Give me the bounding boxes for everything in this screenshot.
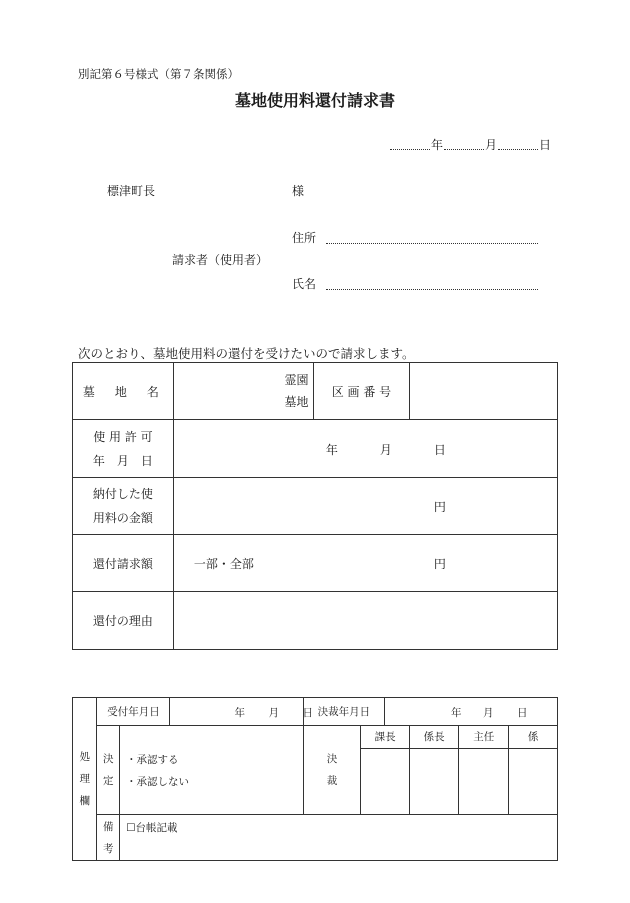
stamp-shunin[interactable] <box>459 748 509 814</box>
stamp-kakaricho[interactable] <box>410 748 459 814</box>
cemetery-type-bochi: 墓地 <box>284 395 309 409</box>
requester-label: 請求者（使用者） <box>172 253 269 267</box>
decision-date-label: 決裁年月日 <box>303 698 384 726</box>
permit-day: 日 <box>433 442 446 457</box>
intro-text: 次のとおり、墓地使用料の還付を受けたいので請求します。 <box>78 346 415 361</box>
paid-yen: 円 <box>433 500 446 514</box>
approval-label: 決 裁 <box>303 726 360 815</box>
refund-amount-field[interactable] <box>173 535 557 592</box>
remarks-label: 備 考 <box>97 815 120 861</box>
approve-option[interactable]: ・承認する <box>126 754 179 766</box>
stamp-kakari[interactable] <box>509 748 557 814</box>
decision-date-field[interactable]: 年 月 日 <box>385 698 558 726</box>
refund-yen: 円 <box>433 557 446 571</box>
processing-column-label: 処 理 欄 <box>73 698 97 861</box>
document-title: 墓地使用料還付請求書 <box>234 91 395 110</box>
section-number-field[interactable] <box>410 363 558 420</box>
paid-amount-label: 納付した使 用料の金額 <box>73 478 174 535</box>
permit-date-field[interactable] <box>173 420 557 478</box>
reject-option[interactable]: ・承認しない <box>126 776 190 788</box>
role-kakari: 係 <box>509 726 557 748</box>
remarks-field[interactable] <box>120 815 558 861</box>
paid-amount-field[interactable] <box>173 478 557 535</box>
section-number-label: 区 画 番 号 <box>313 363 410 420</box>
refund-amount-label: 還付請求額 <box>73 535 174 592</box>
approval-stamps <box>361 726 558 815</box>
date-day-blank[interactable] <box>498 149 538 150</box>
role-shunin: 主任 <box>459 726 509 748</box>
date-month-blank[interactable] <box>444 149 484 150</box>
address-field[interactable] <box>326 243 538 244</box>
date-day-label: 日 <box>539 138 552 152</box>
addressee-name: 標津町長 <box>107 184 156 198</box>
cemetery-name-label: 墓 地 名 <box>73 363 174 420</box>
decision-options <box>120 726 304 815</box>
refund-reason-label: 還付の理由 <box>73 592 174 650</box>
role-kacho: 課長 <box>361 726 409 748</box>
received-date-field[interactable]: 年 月 日 <box>170 698 303 726</box>
permit-date-label: 使 用 許 可 年 月 日 <box>73 420 174 478</box>
refund-reason-field[interactable] <box>173 592 557 650</box>
cemetery-type-reien: 霊園 <box>284 373 309 387</box>
date-year-label: 年 <box>431 138 444 152</box>
name-field[interactable] <box>326 289 538 290</box>
form-reference: 別記第６号様式（第７条関係） <box>78 67 239 81</box>
refund-details-table <box>72 362 558 650</box>
date-year-blank[interactable] <box>390 149 430 150</box>
refund-scope: 一部・全部 <box>193 557 254 571</box>
permit-year: 年 <box>325 442 338 457</box>
received-date-label: 受付年月日 <box>97 698 170 726</box>
decision-label: 決 定 <box>97 726 120 815</box>
processing-table <box>72 697 558 861</box>
cemetery-type[interactable] <box>173 363 313 420</box>
name-label: 氏名 <box>292 277 317 291</box>
address-label: 住所 <box>292 231 317 245</box>
role-kakaricho: 係長 <box>410 726 459 748</box>
ledger-checkbox[interactable]: ☐台帳記載 <box>126 822 178 834</box>
date-month-label: 月 <box>485 138 498 152</box>
permit-month: 月 <box>379 442 392 457</box>
addressee-honorific: 様 <box>292 184 305 198</box>
stamp-kacho[interactable] <box>361 748 409 814</box>
